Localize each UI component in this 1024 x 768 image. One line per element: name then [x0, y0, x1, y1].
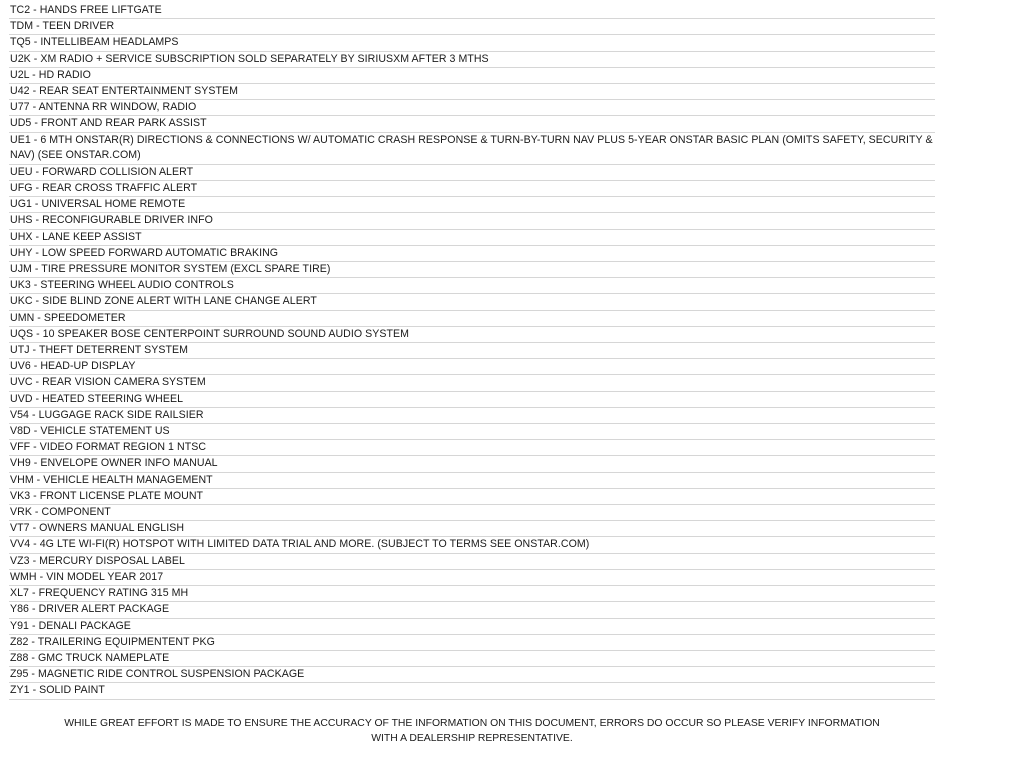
option-row: U2K - XM RADIO + SERVICE SUBSCRIPTION SOLD SEPARATELY BY SIRIUSXM AFTER 3 MTHS [9, 52, 935, 68]
option-row: U42 - REAR SEAT ENTERTAINMENT SYSTEM [9, 84, 935, 100]
option-row: ZY1 - SOLID PAINT [9, 683, 935, 699]
option-row: UV6 - HEAD-UP DISPLAY [9, 359, 935, 375]
option-row: UHY - LOW SPEED FORWARD AUTOMATIC BRAKING [9, 246, 935, 262]
option-row: Y91 - DENALI PACKAGE [9, 619, 935, 635]
option-row: UHS - RECONFIGURABLE DRIVER INFO [9, 213, 935, 229]
option-row: Z88 - GMC TRUCK NAMEPLATE [9, 651, 935, 667]
option-row: VK3 - FRONT LICENSE PLATE MOUNT [9, 489, 935, 505]
options-list [9, 3, 935, 700]
option-row: VZ3 - MERCURY DISPOSAL LABEL [9, 554, 935, 570]
option-row: TC2 - HANDS FREE LIFTGATE [9, 3, 935, 19]
option-row: VT7 - OWNERS MANUAL ENGLISH [9, 521, 935, 537]
option-row: U77 - ANTENNA RR WINDOW, RADIO [9, 100, 935, 116]
option-row: UJM - TIRE PRESSURE MONITOR SYSTEM (EXCL SPARE TIRE) [9, 262, 935, 278]
disclaimer-text: WHILE GREAT EFFORT IS MADE TO ENSURE THE ACCURACY OF THE INFORMATION ON THIS DOCUMENT, ERRORS DO OCCUR SO PLEASE VERIFY INFORMATION WITH A DEALERSHIP REPRESENTATIVE. [64, 718, 880, 744]
option-row: UK3 - STEERING WHEEL AUDIO CONTROLS [9, 278, 935, 294]
option-row: V8D - VEHICLE STATEMENT US [9, 424, 935, 440]
option-row: XL7 - FREQUENCY RATING 315 MH [9, 586, 935, 602]
option-row: Z82 - TRAILERING EQUIPMENTENT PKG [9, 635, 935, 651]
option-row: UE1 - 6 MTH ONSTAR(R) DIRECTIONS & CONNECTIONS W/ AUTOMATIC CRASH RESPONSE & TURN-BY-TURN NAV PLUS 5-YEAR ONSTAR BASIC PLAN (OMITS SAFETY, SECURITY & NAV) (SEE ONSTAR.COM) [9, 133, 935, 165]
option-row: WMH - VIN MODEL YEAR 2017 [9, 570, 935, 586]
option-row: VV4 - 4G LTE WI-FI(R) HOTSPOT WITH LIMITED DATA TRIAL AND MORE. (SUBJECT TO TERMS SEE ONSTAR.COM) [9, 537, 935, 553]
option-row: UD5 - FRONT AND REAR PARK ASSIST [9, 116, 935, 132]
option-row: UQS - 10 SPEAKER BOSE CENTERPOINT SURROUND SOUND AUDIO SYSTEM [9, 327, 935, 343]
option-row: VFF - VIDEO FORMAT REGION 1 NTSC [9, 440, 935, 456]
option-row: UTJ - THEFT DETERRENT SYSTEM [9, 343, 935, 359]
option-row: VHM - VEHICLE HEALTH MANAGEMENT [9, 473, 935, 489]
option-row: UEU - FORWARD COLLISION ALERT [9, 165, 935, 181]
option-row: UVD - HEATED STEERING WHEEL [9, 392, 935, 408]
option-row: UHX - LANE KEEP ASSIST [9, 230, 935, 246]
option-row: TDM - TEEN DRIVER [9, 19, 935, 35]
option-row: UG1 - UNIVERSAL HOME REMOTE [9, 197, 935, 213]
option-row: UVC - REAR VISION CAMERA SYSTEM [9, 375, 935, 391]
option-row: TQ5 - INTELLIBEAM HEADLAMPS [9, 35, 935, 51]
option-row: Y86 - DRIVER ALERT PACKAGE [9, 602, 935, 618]
option-row: UKC - SIDE BLIND ZONE ALERT WITH LANE CHANGE ALERT [9, 294, 935, 310]
option-row: VH9 - ENVELOPE OWNER INFO MANUAL [9, 456, 935, 472]
option-row: V54 - LUGGAGE RACK SIDE RAILSIER [9, 408, 935, 424]
option-row: Z95 - MAGNETIC RIDE CONTROL SUSPENSION PACKAGE [9, 667, 935, 683]
option-row: U2L - HD RADIO [9, 68, 935, 84]
option-row: UFG - REAR CROSS TRAFFIC ALERT [9, 181, 935, 197]
option-row: VRK - COMPONENT [9, 505, 935, 521]
option-row: UMN - SPEEDOMETER [9, 311, 935, 327]
